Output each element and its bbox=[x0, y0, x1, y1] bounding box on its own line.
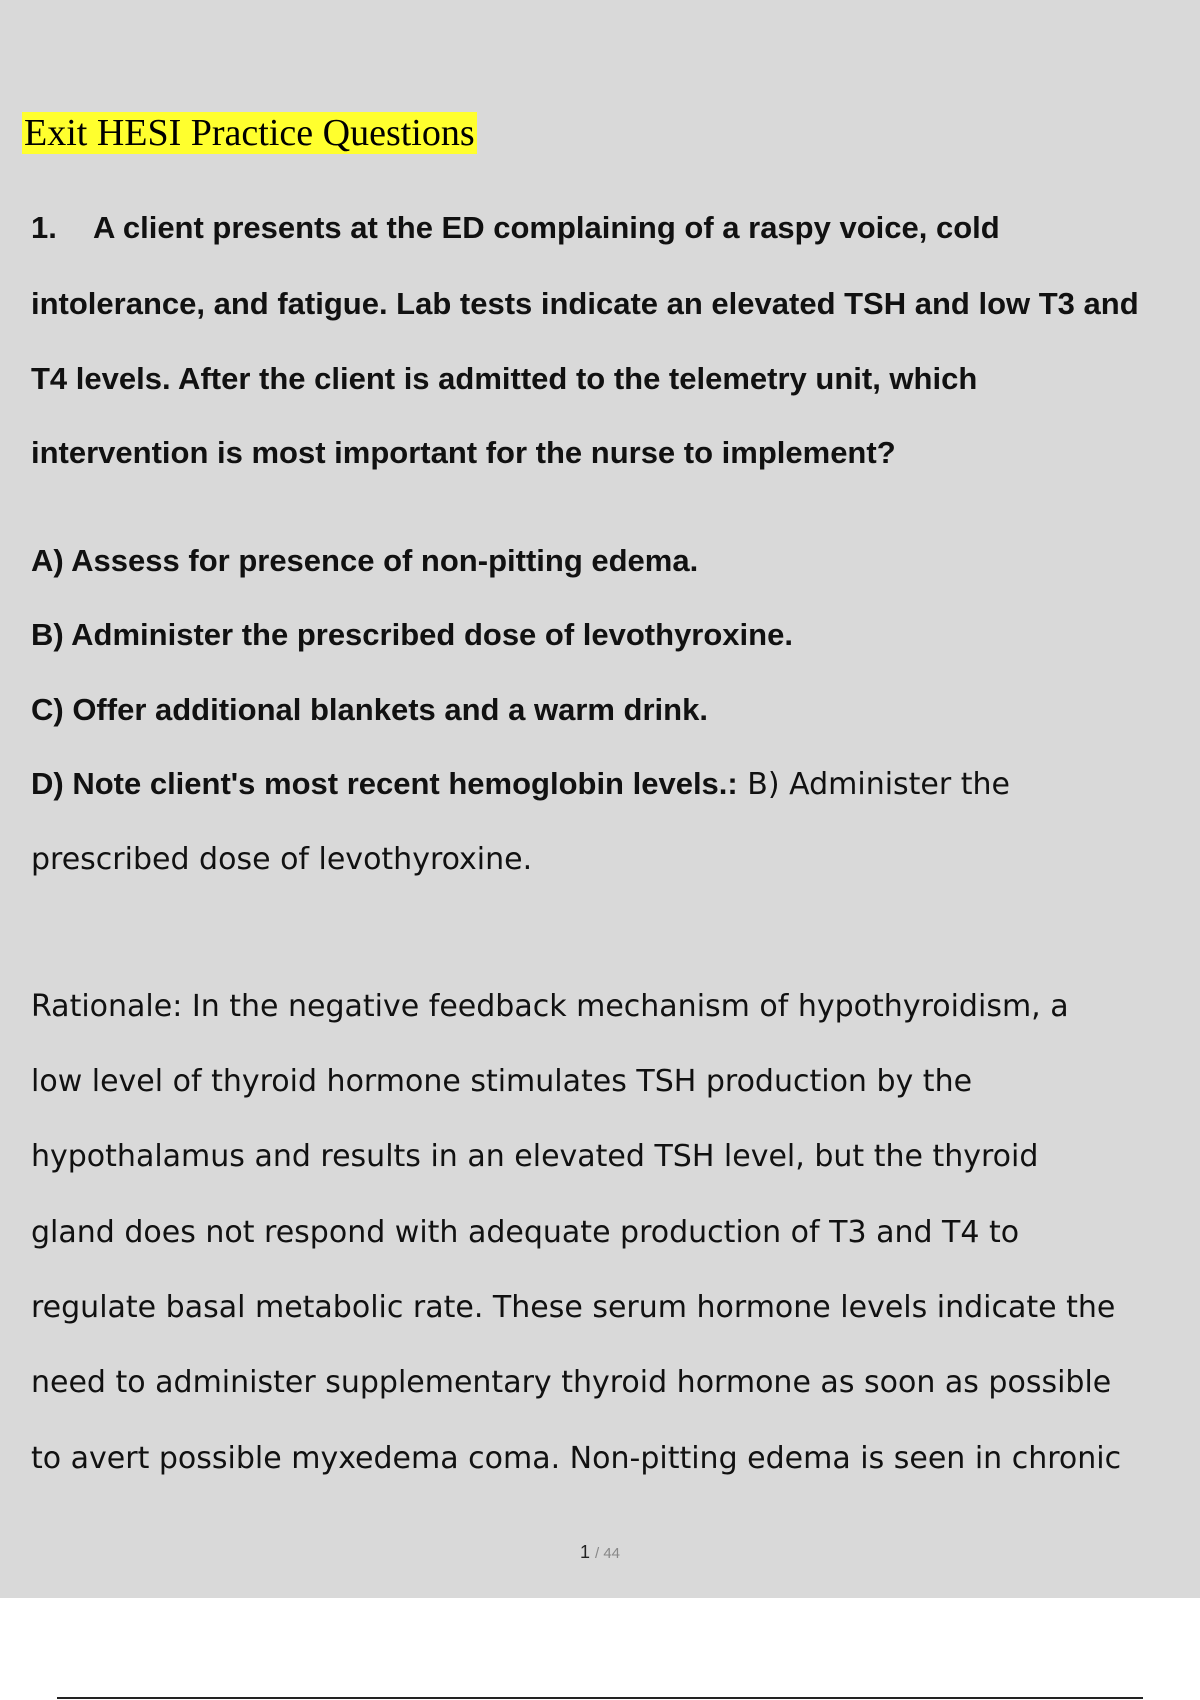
option-c: C) Offer additional blankets and a warm drink. bbox=[31, 692, 708, 727]
option-d-line bbox=[31, 766, 1010, 802]
current-page-number: 1 bbox=[579, 1542, 590, 1562]
total-pages: / 44 bbox=[595, 1545, 621, 1562]
rationale-line-6: need to administer supplementary thyroid hormone as soon as possible bbox=[31, 1365, 1112, 1400]
rationale-line-5: regulate basal metabolic rate. These serum hormone levels indicate the bbox=[31, 1290, 1116, 1325]
question-number: 1. bbox=[31, 210, 57, 245]
rationale-line-1: Rationale: In the negative feedback mechanism of hypothyroidism, a bbox=[31, 989, 1069, 1024]
document-title bbox=[20, 108, 479, 158]
page-indicator bbox=[0, 1542, 1200, 1563]
option-a: A) Assess for presence of non-pitting edema. bbox=[31, 543, 699, 578]
rationale-line-7: to avert possible myxedema coma. Non-pitting edema is seen in chronic bbox=[31, 1441, 1122, 1476]
answer-text: B) Administer the bbox=[737, 767, 1010, 802]
question-line-4: intervention is most important for the nurse to implement? bbox=[31, 435, 896, 470]
option-d: D) Note client's most recent hemoglobin levels.: bbox=[31, 766, 738, 801]
question-line-3: T4 levels. After the client is admitted to the telemetry unit, which bbox=[31, 361, 978, 396]
title-highlight: Exit HESI Practice Questions bbox=[24, 112, 475, 154]
option-b: B) Administer the prescribed dose of levothyroxine. bbox=[31, 617, 793, 652]
question-line-1 bbox=[31, 210, 1000, 246]
next-page-divider bbox=[57, 1697, 1143, 1699]
question-line-2: intolerance, and fatigue. Lab tests indicate an elevated TSH and low T3 and bbox=[31, 286, 1139, 321]
answer-text-continued: prescribed dose of levothyroxine. bbox=[31, 842, 533, 877]
question-text: A client presents at the ED complaining of a raspy voice, cold bbox=[93, 210, 1000, 245]
rationale-line-3: hypothalamus and results in an elevated TSH level, but the thyroid bbox=[31, 1139, 1039, 1174]
rationale-line-4: gland does not respond with adequate production of T3 and T4 to bbox=[31, 1215, 1020, 1250]
rationale-line-2: low level of thyroid hormone stimulates TSH production by the bbox=[31, 1064, 973, 1099]
